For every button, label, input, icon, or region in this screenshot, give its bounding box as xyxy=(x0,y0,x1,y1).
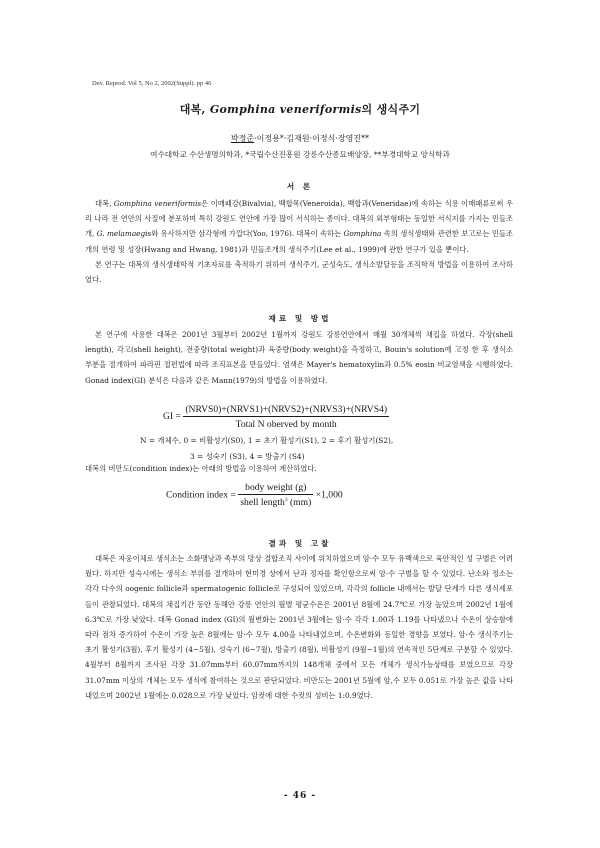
author-list xyxy=(0,133,600,144)
section-heading-results: 결과 및 고찰 xyxy=(268,539,332,548)
paper-title xyxy=(0,101,600,117)
gi-denominator: Total N oberved by month xyxy=(235,419,337,430)
methods-paragraph-2: 대복의 비만도(condition index)는 아래의 방법을 이용하여 계산하였다. xyxy=(85,464,317,473)
section-heading-intro: 서 론 xyxy=(286,182,314,191)
intro-body xyxy=(85,196,513,287)
section-heading-methods: 재료 및 방법 xyxy=(268,314,332,323)
condition-index-formula xyxy=(166,482,343,508)
title-korean-suffix: 의 생식주기 xyxy=(361,103,421,116)
results-paragraph-1: 대복은 자웅이체로 생식소는 소화맹낭과 족부의 망상 결합조직 사이에 위치하였으며 암·수 모두 유백색으로 육안적인 성 구별은 어려웠다. 하지만 성숙시에는 생식소 부위를 절개하여 현미경 상에서 난과 정자를 확인함으로써 암·수 구별을 할 수 있었다. 난소와 정소는 각각 다수의 oogenic follicle과 spermatogenic follicle로 구성되어 있었으며, 각각의 follicle 내에서는 발달 단계가 다른 생식세포들이 관찰되었다. 대복의 채집기간 동안 동해안 강릉 연안의 월별 평균수온은 2001년 8월에 24.7℃로 가장 높았으며 2002년 1월에 6.3℃로 가장 낮았다. 대복 Gonad index (GI)의 월변화는 2001년 3월에는 암·수 각각 1.00과 1.19를 나타냈으나 수온이 상승함에 따라 점차 증가하여 수온이 가장 높은 8월에는 암·수 모두 4.00을 나타내었으며, 수온변화와 동일한 경향을 보였다. 암·수 생식주기는 초기 활성기(3월), 후기 활성기 (4~5월), 성숙기 (6~7월), 방출기 (8월), 비활성기 (9월~1월)의 연속적인 5단계로 구분할 수 있었다. 4월부터 8월까지 조사된 각장 31.07mm부터 60.07mm까지의 148개체 중에서 모든 개체가 생식가능상태를 보였으므로 각장 31.07mm 이상의 개체는 모두 생식에 참여하는 것으로 판단되었다. 비만도는 2001년 5월에 암,수 모두 0.051로 가장 높은 값을 나타내었으며 2002년 1월에는 0.028으로 가장 낮았다. 암컷에 대한 수컷의 성비는 1:0.9였다. xyxy=(85,554,513,700)
results-body xyxy=(85,551,513,703)
ci-numerator: body weight (g) xyxy=(238,482,313,495)
affiliations: 여수대학교 수산생명의학과, *국립수산진흥원 강릉수산종묘배양장, **부경대학교 양식학과 xyxy=(150,150,450,159)
first-author: 박정준 xyxy=(230,134,255,143)
gonad-index-formula xyxy=(163,404,389,430)
ci-multiplier: ×1,000 xyxy=(315,489,343,501)
co-authors: ·이정용*·김재원·이정식·장영진** xyxy=(254,134,370,143)
intro-paragraph-1: 대복, Gomphina veneriformis은 이매패강(Bivalvia), 백합목(Veneroida), 백합과(Veneridae)에 속하는 식용 이매패류로써 우리 나라 전 연안의 사질에 분포하며 특히 강원도 연안에 가장 많이 서식하는 종이다. 대복의 외부형태는 동일한 서식지를 가지는 민들조개, G. melamaegis와 유사하지만 삼각형에 가깝다(Yoo, 1976). 대복이 속하는 Gomphina 속의 생식생태와 관련한 보고로는 민들조개의 연령 및 성장(Hwang and Hwang, 1981)과 민들조개의 생식주기(Lee et al., 1999)에 관한 연구가 있을 뿐이다. xyxy=(85,199,514,254)
methods-paragraph-1: 본 연구에 사용한 대복은 2001년 3월부터 2002년 1월까지 강원도 강릉연안에서 매월 30개체씩 채집을 하였다. 각장(shell length), 각고(shell height), 전중량(total weight)과 육중량(body weight)을 측정하고, Bouin's solution에 고정 한 후 생식소 부분을 절개하여 파라핀 절편법에 따라 조직표본을 만들었다. 염색은 Mayer's hematoxylin과 0.5% eosin 비교염색을 시행하였다. Gonad index(GI) 분석은 다음과 같은 Mann(1979)의 방법을 이용하였다. xyxy=(85,330,513,385)
ci-label: Condition index = xyxy=(166,489,236,501)
ci-denominator: shell length$^3$ (mm) xyxy=(240,497,312,509)
page-number: - 46 - xyxy=(283,791,317,801)
title-korean-prefix: 대복, xyxy=(179,103,210,116)
ci-fraction xyxy=(238,482,313,508)
gi-numerator: (NRVS0)+(NRVS1)+(NRVS2)+(NRVS3)+(NRVS4) xyxy=(185,404,388,415)
gi-label: GI = xyxy=(163,411,181,423)
gi-legend-line-1: N = 개체수, 0 = 비활성기(S0), 1 = 초기 활성기(S1), 2 = 후기 활성기(S2), xyxy=(140,436,394,445)
journal-citation: Dev. Reprod. Vol 5, No 2, 2002(Suppl). pp 46 xyxy=(92,80,212,87)
gi-fraction xyxy=(183,404,389,430)
title-scientific-name: Gomphina veneriformis xyxy=(209,103,362,116)
intro-paragraph-2: 본 연구는 대복의 생식생태학적 기초자료를 축적하기 위하여 생식주기, 군성숙도, 생식소발달등을 조직학적 방법을 이용하여 조사하였다. xyxy=(85,259,513,285)
gi-legend-line-2: 3 = 성숙기 (S3), 4 = 방출기 (S4) xyxy=(190,452,305,461)
